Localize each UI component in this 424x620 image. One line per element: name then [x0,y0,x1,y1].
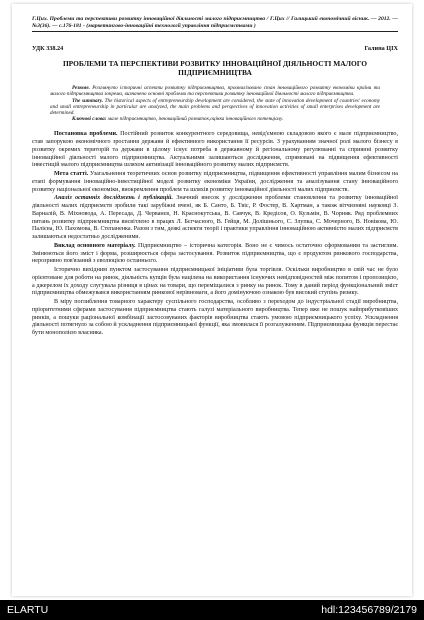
paragraph-lead: Аналіз останніх досліджень і публікацій. [54,195,173,202]
running-head: Г.Цих. Проблеми та перспективи розвитку інноваційної діяльності малого підприємництва / Г.Цих // Галицький економічний вісник. — 2012. — №3(36). — с.176-181 - (маркетингово-інноваційні технології управління підприємствами ) [32,16,398,32]
article-body [32,131,398,337]
repository-footer [0,600,424,620]
paragraph-lead: Мета статті. [54,171,89,178]
paragraph [32,299,398,338]
paragraph-text: Значний внесок у дослідження проблеми становлення та розвитку інноваційної діяльності малих підприємств зробили такі зарубіжні вчені, як Б. Санто, Б. Твіс, Р. Фостер, В. Хартман, а також вітчизняні науковці З. Варналій, В. Міхновода, А. Пересада, Д. Черванєв, Н. Краснокутська, В. Савчук, В. Кредісов, О. Кузьмін, В. Чорняк. Ряд проблемних питань розвитку підприємництва висвітлено в працях Л. Бєгчасного, В. Гейця, М. Долішнього, С. Злупка, С. Мочерного, В. Новікова, Ю. Палієна, Ю. Пахомова, В. Степаненка. Разом з тим, деякі аспекти теорії і практики управління інноваційною активністю малих підприємств залишаються недостатньо дослідженими. [32,195,398,240]
repository-name: ELARTU [7,604,49,616]
author-name: Галина ЦІХ [364,45,398,53]
paragraph-lead: Виклад основного матеріалу. [54,242,136,249]
paragraph-text: Історично вихідним пунктом застосування підприємницької ініціативи була торгівля. Оскільки виробництво в свій час не було орієнтоване для роботи на ринок, діяльність купців була націлена на використання існуючих невідповідностей між попитом і пропозицією, а джерелом їх доходу слугувала різниця в цінах на товари, що переміщалися з ринку на ринок. Тому в даний період функціональний зміст підприємництва обмежувався використанням ринкової нерівноваги, а його домінуючою ознакою був високий ступінь ризику. [32,267,398,297]
paragraph-text: В міру поглиблення товарного характеру суспільного господарства, особливо з переходом до індустріальної стадії виробництва, пріоритетними сферами застосування підприємництва стають галузі матеріального виробництва. Тепер вже не пошук найприбутковіших ринків, а пошуки раціональної комбінації застосовуваних факторів виробництва стають умовою підприємницького успіху. Ускладнення діяльності потягнуло за собою й ускладнення підприємницької функції, яка змовилася її розгалуженням. Підприємницька функція перестає бути монополією власника. [32,299,398,336]
scanned-page [12,4,412,596]
handle-id: hdl:123456789/2179 [321,604,417,616]
page-content [32,16,398,339]
abstract-ua-text: Розглянуто історичні аспекти розвитку підприємництва, проаналізовано стан інноваційного розвитку економіки країни та малого підприємництва зокрема, визначено основні проблеми та перспективи розвитку інноваційної діяльності малого підприємництва. [50,85,380,98]
keywords [50,116,380,122]
paragraph-text: Підприємництво – історична категорія. Воно не є чимось остаточно сформованим та застиглим. Змінюються його зміст і форма, розширюється сфера застосування. Розвиток підприємництва, що є продуктом ринкового господарства, нерозривно пов'язаний з еволюцією останнього. [32,242,399,265]
keywords-label: Ключові слова: [72,116,107,123]
paragraph-text: Постійний розвиток конкурентного середовища, невід'ємною складовою якого є мале підприємництво, став запорукою економічного зростання держави й ефективного використання її ресурсів. З урахуванням значної ролі малого бізнесу в розвитку окремих територій та держави в цілому існує потреба в державному й регіональному регулюванні та сприянні розвитку інноваційної діяльності малого підприємництва. Актуальними залишаються дослідження, спрямовані на підвищення ефективності інвестицій малого підприємництва шляхом активізації інноваційного розвитку малих підприємств. [32,131,398,169]
abstract-en-label: The summary. [72,97,103,104]
article-title: ПРОБЛЕМИ ТА ПЕРСПЕКТИВИ РОЗВИТКУ ІННОВАЦІЙНОЇ ДІЯЛЬНОСТІ МАЛОГО ПІДПРИЄМНИЦТВА [62,59,368,78]
paragraph [32,171,398,194]
keywords-text: мале підприємництво, інноваційний розвиток,оцінка інноваційного потенціалу. [106,116,284,123]
udk-code: УДК 338.24 [32,45,64,53]
abstract-en [50,98,380,117]
paragraph-lead: Постановка проблеми. [54,131,118,138]
abstract-en-text: The historical aspects of entrepreneurship development are considered, the state of innovation development of countries' economy and small entrepreneurship in particular are analyzed, the main problems and perspectives of innovation activities of small enterprises development are determined. [50,97,380,116]
abstract [32,85,398,122]
abstract-ua [50,85,380,97]
paragraph-text: Узагальнення теоретичних основ розвитку підприємництва, підвищення ефективності управління малим бізнесом на етапі формування інноваційно-інвестиційної моделі розвитку економіки України, дослідження та аналізування стану інноваційного розвитку національної економіки, виокремлення проблем та шляхів розвитку інноваційної діяльності малих підприємств. [32,171,398,193]
udk-author-row [32,45,398,52]
paragraph [32,131,398,170]
paragraph [32,267,398,298]
paragraph [32,243,398,266]
paragraph [32,195,398,241]
abstract-ua-label: Резюме. [72,85,90,92]
